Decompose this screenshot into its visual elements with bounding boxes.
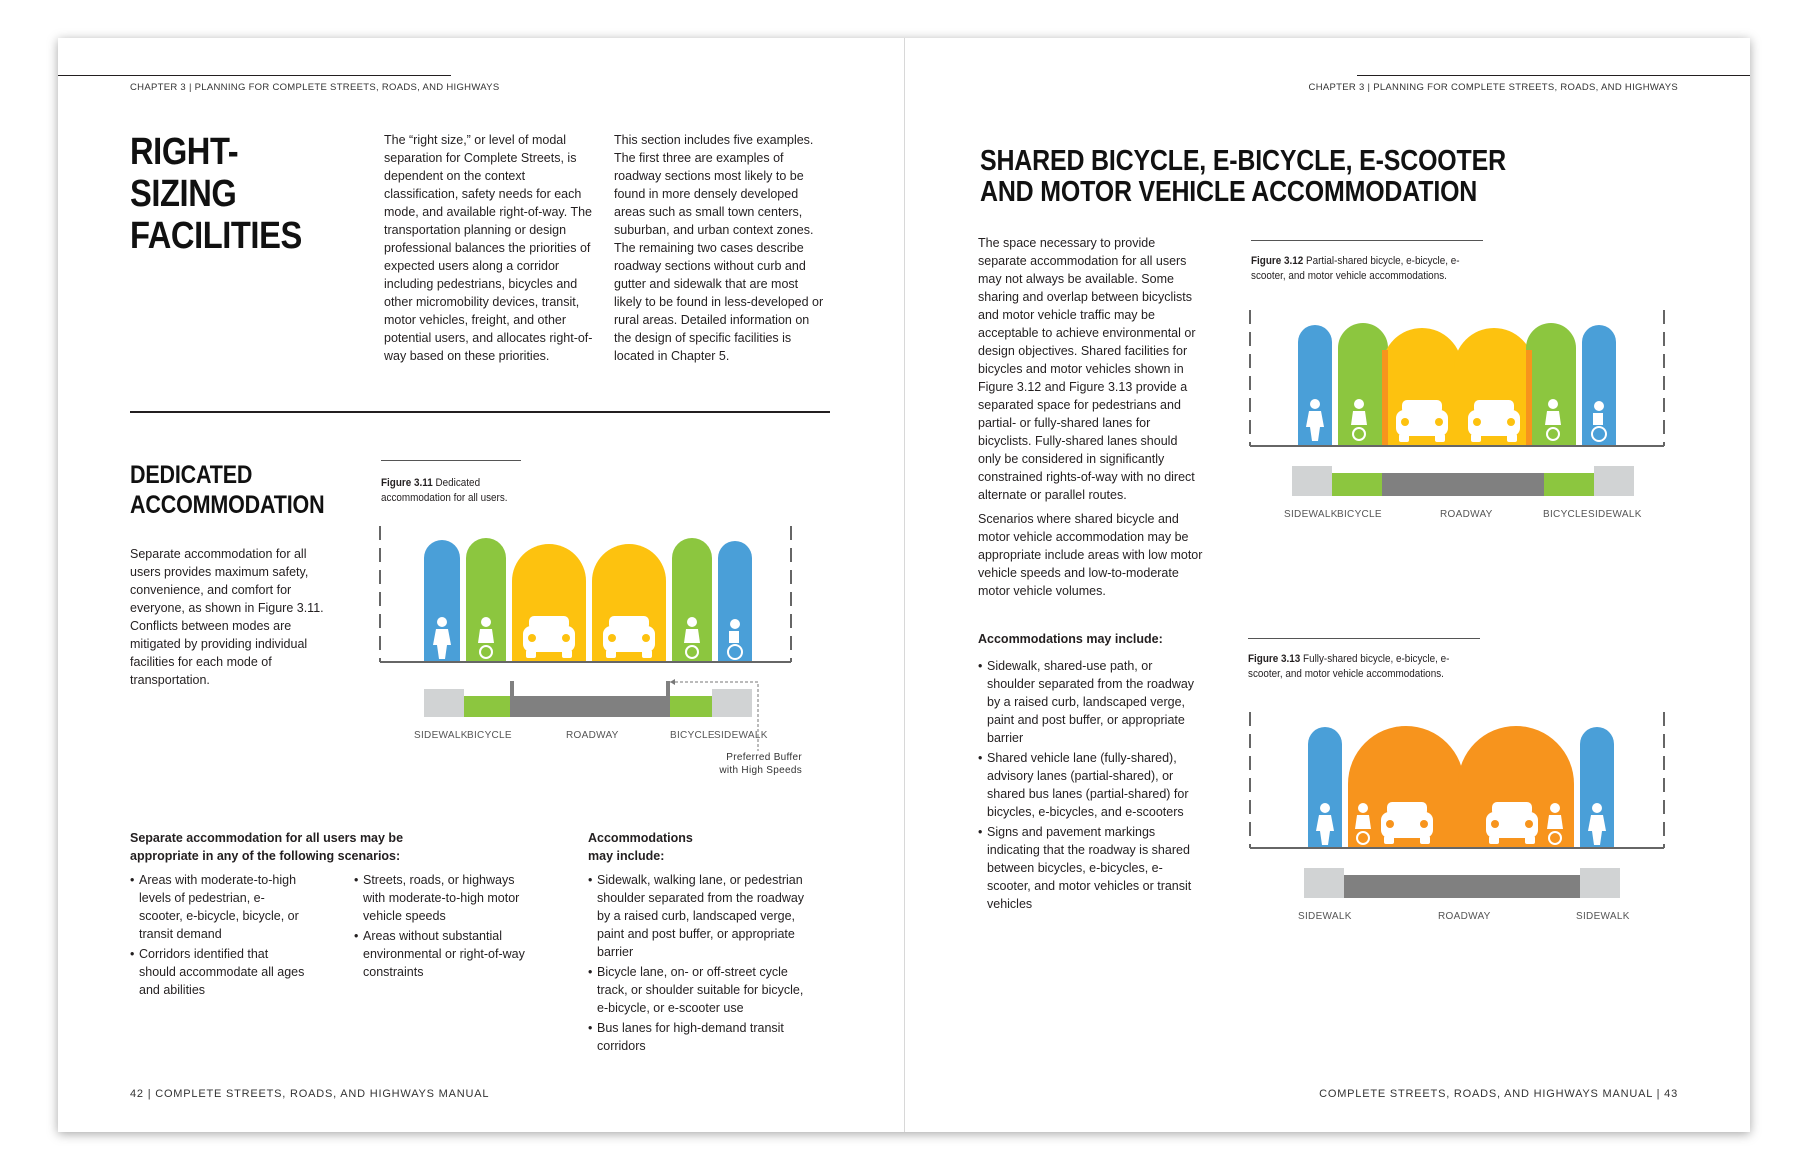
section-bicycle-left <box>1332 473 1382 496</box>
figure-3-11 <box>376 526 816 786</box>
section-roadway <box>512 696 668 717</box>
fig12-labels <box>1284 509 1642 520</box>
figure-3-11-caption <box>381 476 525 506</box>
fig12-cross-section <box>1292 466 1634 496</box>
fig13-arches <box>1308 726 1614 847</box>
section-sidewalk-left <box>1292 466 1332 496</box>
running-header-left: CHAPTER 3 | PLANNING FOR COMPLETE STREETS, ROADS, AND HIGHWAYS <box>130 82 500 93</box>
accommodations-list-right <box>978 657 1198 915</box>
title-line-2: SIZING <box>130 173 237 215</box>
arch-bicycle-right <box>1526 323 1576 445</box>
section-sidewalk-right <box>712 689 752 717</box>
label-bicycle: BICYCLE <box>467 730 512 741</box>
figure-3-13 <box>1246 712 1676 942</box>
section-bicycle-right <box>668 696 712 717</box>
label-buffer-line-1: Preferred Buffer <box>726 752 802 763</box>
scenarios-column-2 <box>354 871 534 983</box>
page-title-left <box>130 131 302 257</box>
scenarios-heading: Separate accommodation for all users may be appropriate in any of the following scenarios: <box>130 831 404 863</box>
section-roadway <box>1382 473 1544 496</box>
list-item: • Bus lanes for high-demand transit corridors <box>588 1019 808 1055</box>
list-item: • Areas without substantial environmental or right-of-way constraints <box>354 927 534 981</box>
page-footer-right: COMPLETE STREETS, ROADS, AND HIGHWAYS MANUAL | 43 <box>1319 1088 1678 1100</box>
section-sidewalk-left <box>1304 868 1344 898</box>
list-item: • Corridors identified that should accommodate all ages and abilities <box>130 945 305 999</box>
figure-3-13-caption <box>1248 652 1469 682</box>
header-rule-left <box>58 75 451 76</box>
figure-3-12-caption-text: Partial-shared bicycle, e-bicycle, e-scooter, and motor vehicle accommodations. <box>1251 255 1460 282</box>
figure-3-12-rule <box>1251 240 1483 241</box>
section-title-line-2: ACCOMMODATION <box>130 491 325 519</box>
accommodations-heading-left: Accommodations may include: <box>588 831 693 863</box>
list-item: • Areas with moderate-to-high levels of pedestrian, e-scooter, e-bicycle, bicycle, or transit demand <box>130 871 305 943</box>
label-bicycle: BICYCLE <box>1337 509 1382 520</box>
car-icon <box>603 616 655 658</box>
label-roadway: ROADWAY <box>566 730 619 741</box>
label-sidewalk: SIDEWALK <box>1284 509 1338 520</box>
scenarios-column-1 <box>130 871 305 1001</box>
running-header-right: CHAPTER 3 | PLANNING FOR COMPLETE STREETS, ROADS, AND HIGHWAYS <box>1308 82 1678 93</box>
figure-3-11-label: Figure 3.11 <box>381 477 433 489</box>
list-item: • Sidewalk, shared-use path, or shoulder separated from the roadway by a raised curb, landscaped verge, paint and post buffer, or appropriate barrier <box>978 657 1198 747</box>
figure-3-13-caption-text: Fully-shared bicycle, e-bicycle, e-scooter, and motor vehicle accommodations. <box>1248 653 1450 680</box>
accommodations-heading-right: Accommodations may include: <box>978 632 1163 646</box>
section-bicycle-left <box>464 696 512 717</box>
label-bicycle: BICYCLE <box>670 730 715 741</box>
figure-3-12-caption <box>1251 254 1472 284</box>
list-item: • Streets, roads, or highways with moderate-to-high motor vehicle speeds <box>354 871 534 925</box>
header-rule-right <box>1357 75 1750 76</box>
overlap-band-right <box>1526 350 1532 445</box>
intro-column-1: The “right size,” or level of modal separation for Complete Streets, is dependent on the context classification, safety needs for each mode, and available right-of-way. The transportation planning or design professional balances the priorities of expected users along a corridor including pedestrians, bicycles and other micromobility devices, transit, motor vehicles, freight, and other potential users, and allocates right-of-way based on these priorities. <box>384 133 593 363</box>
section-divider <box>130 411 830 413</box>
spine-fold <box>904 38 905 1132</box>
fig11-labels <box>414 730 802 776</box>
car-icon <box>1381 802 1433 844</box>
buffer-post-right <box>666 681 670 717</box>
label-sidewalk: SIDEWALK <box>1588 509 1642 520</box>
shared-body-paragraph-2: Scenarios where shared bicycle and motor vehicle accommodation may be appropriate include areas with low motor vehicle speeds and low-to-moderate motor vehicle volumes. <box>978 512 1203 598</box>
section-roadway <box>1344 875 1580 898</box>
buffer-arrow-icon <box>670 679 675 685</box>
label-sidewalk: SIDEWALK <box>1298 911 1352 922</box>
label-sidewalk: SIDEWALK <box>714 730 768 741</box>
fig11-arches <box>424 538 752 661</box>
fig13-labels <box>1298 911 1630 922</box>
car-icon <box>523 616 575 658</box>
label-buffer-line-2: with High Speeds <box>719 765 802 776</box>
accommodations-list-left <box>588 871 808 1057</box>
label-sidewalk: SIDEWALK <box>414 730 468 741</box>
car-icon <box>1486 802 1538 844</box>
page-spread <box>58 38 1750 1132</box>
fig12-arches <box>1298 323 1616 445</box>
figure-3-12-label: Figure 3.12 <box>1251 255 1304 267</box>
fig13-cross-section <box>1304 868 1620 898</box>
title-line-1: RIGHT- <box>130 131 239 173</box>
figure-3-11-caption-text: Dedicated accommodation for all users. <box>381 477 508 504</box>
page-footer-left: 42 | COMPLETE STREETS, ROADS, AND HIGHWAYS MANUAL <box>130 1088 490 1100</box>
figure-3-11-rule <box>381 460 521 461</box>
title-line-3: FACILITIES <box>130 215 302 257</box>
figure-3-12 <box>1246 310 1676 550</box>
section-title-line-1: DEDICATED <box>130 461 253 489</box>
label-bicycle: BICYCLE <box>1543 509 1588 520</box>
page-title-right <box>980 146 1506 208</box>
section-title-dedicated <box>130 460 324 520</box>
figure-3-13-rule <box>1248 638 1480 639</box>
intro-column-2: This section includes five examples. The first three are examples of roadway sections most likely to be found in more densely developed areas such as small town centers, suburban, and urban context zones. The remaining two cases describe roadway sections without curb and gutter and sidewalk that are most likely to be found in less-developed or rural areas. Detailed information on the design of specific facilities is located in Chapter 5. <box>614 133 824 363</box>
figure-3-13-label: Figure 3.13 <box>1248 653 1301 665</box>
section-bicycle-right <box>1544 473 1594 496</box>
car-icon <box>1468 400 1520 442</box>
list-item: • Shared vehicle lane (fully-shared), advisory lanes (partial-shared), or shared bus lanes (partial-shared) for bicycles, e-bicycles, and e-scooters <box>978 749 1198 821</box>
dedicated-body: Separate accommodation for all users provides maximum safety, convenience, and comfort for everyone, as shown in Figure 3.11. Conflicts between modes are mitigated by providing individual facilities for each mode of transportation. <box>130 547 324 687</box>
car-icon <box>1396 400 1448 442</box>
section-sidewalk-right <box>1594 466 1634 496</box>
label-sidewalk: SIDEWALK <box>1576 911 1630 922</box>
shared-body <box>978 234 1203 606</box>
label-roadway: ROADWAY <box>1440 509 1493 520</box>
buffer-post-left <box>510 681 514 717</box>
list-item: • Sidewalk, walking lane, or pedestrian shoulder separated from the roadway by a raised curb, landscaped verge, paint and post buffer, or appropriate barrier <box>588 871 808 961</box>
title-line-1: SHARED BICYCLE, E-BICYCLE, E-SCOOTER <box>980 145 1506 177</box>
title-line-2: AND MOTOR VEHICLE ACCOMMODATION <box>980 176 1478 208</box>
list-item: • Signs and pavement markings indicating that the roadway is shared between bicycles, e-bicycles, e-scooter, and motor vehicles or transit vehicles <box>978 823 1198 913</box>
overlap-band-left <box>1382 350 1388 445</box>
arch-bicycle-left <box>1338 323 1388 445</box>
shared-body-paragraph-1: The space necessary to provide separate accommodation for all users may not always be available. Some sharing and overlap between bicyclists and motor vehicle traffic may be acceptable to achieve environmental or design objectives. Shared facilities for bicycles and motor vehicles shown in Figure 3.12 and Figure 3.13 provide a separated space for pedestrians and partial- or fully-shared lanes for bicyclists. Fully-shared lanes should only be considered in significantly constrained rights-of-way with no direct alternate or parallel routes. <box>978 236 1196 502</box>
list-item: • Bicycle lane, on- or off-street cycle track, or shoulder suitable for bicycle, e-bicycle, or e-scooter use <box>588 963 808 1017</box>
section-sidewalk-right <box>1580 868 1620 898</box>
section-sidewalk-left <box>424 689 464 717</box>
label-roadway: ROADWAY <box>1438 911 1491 922</box>
